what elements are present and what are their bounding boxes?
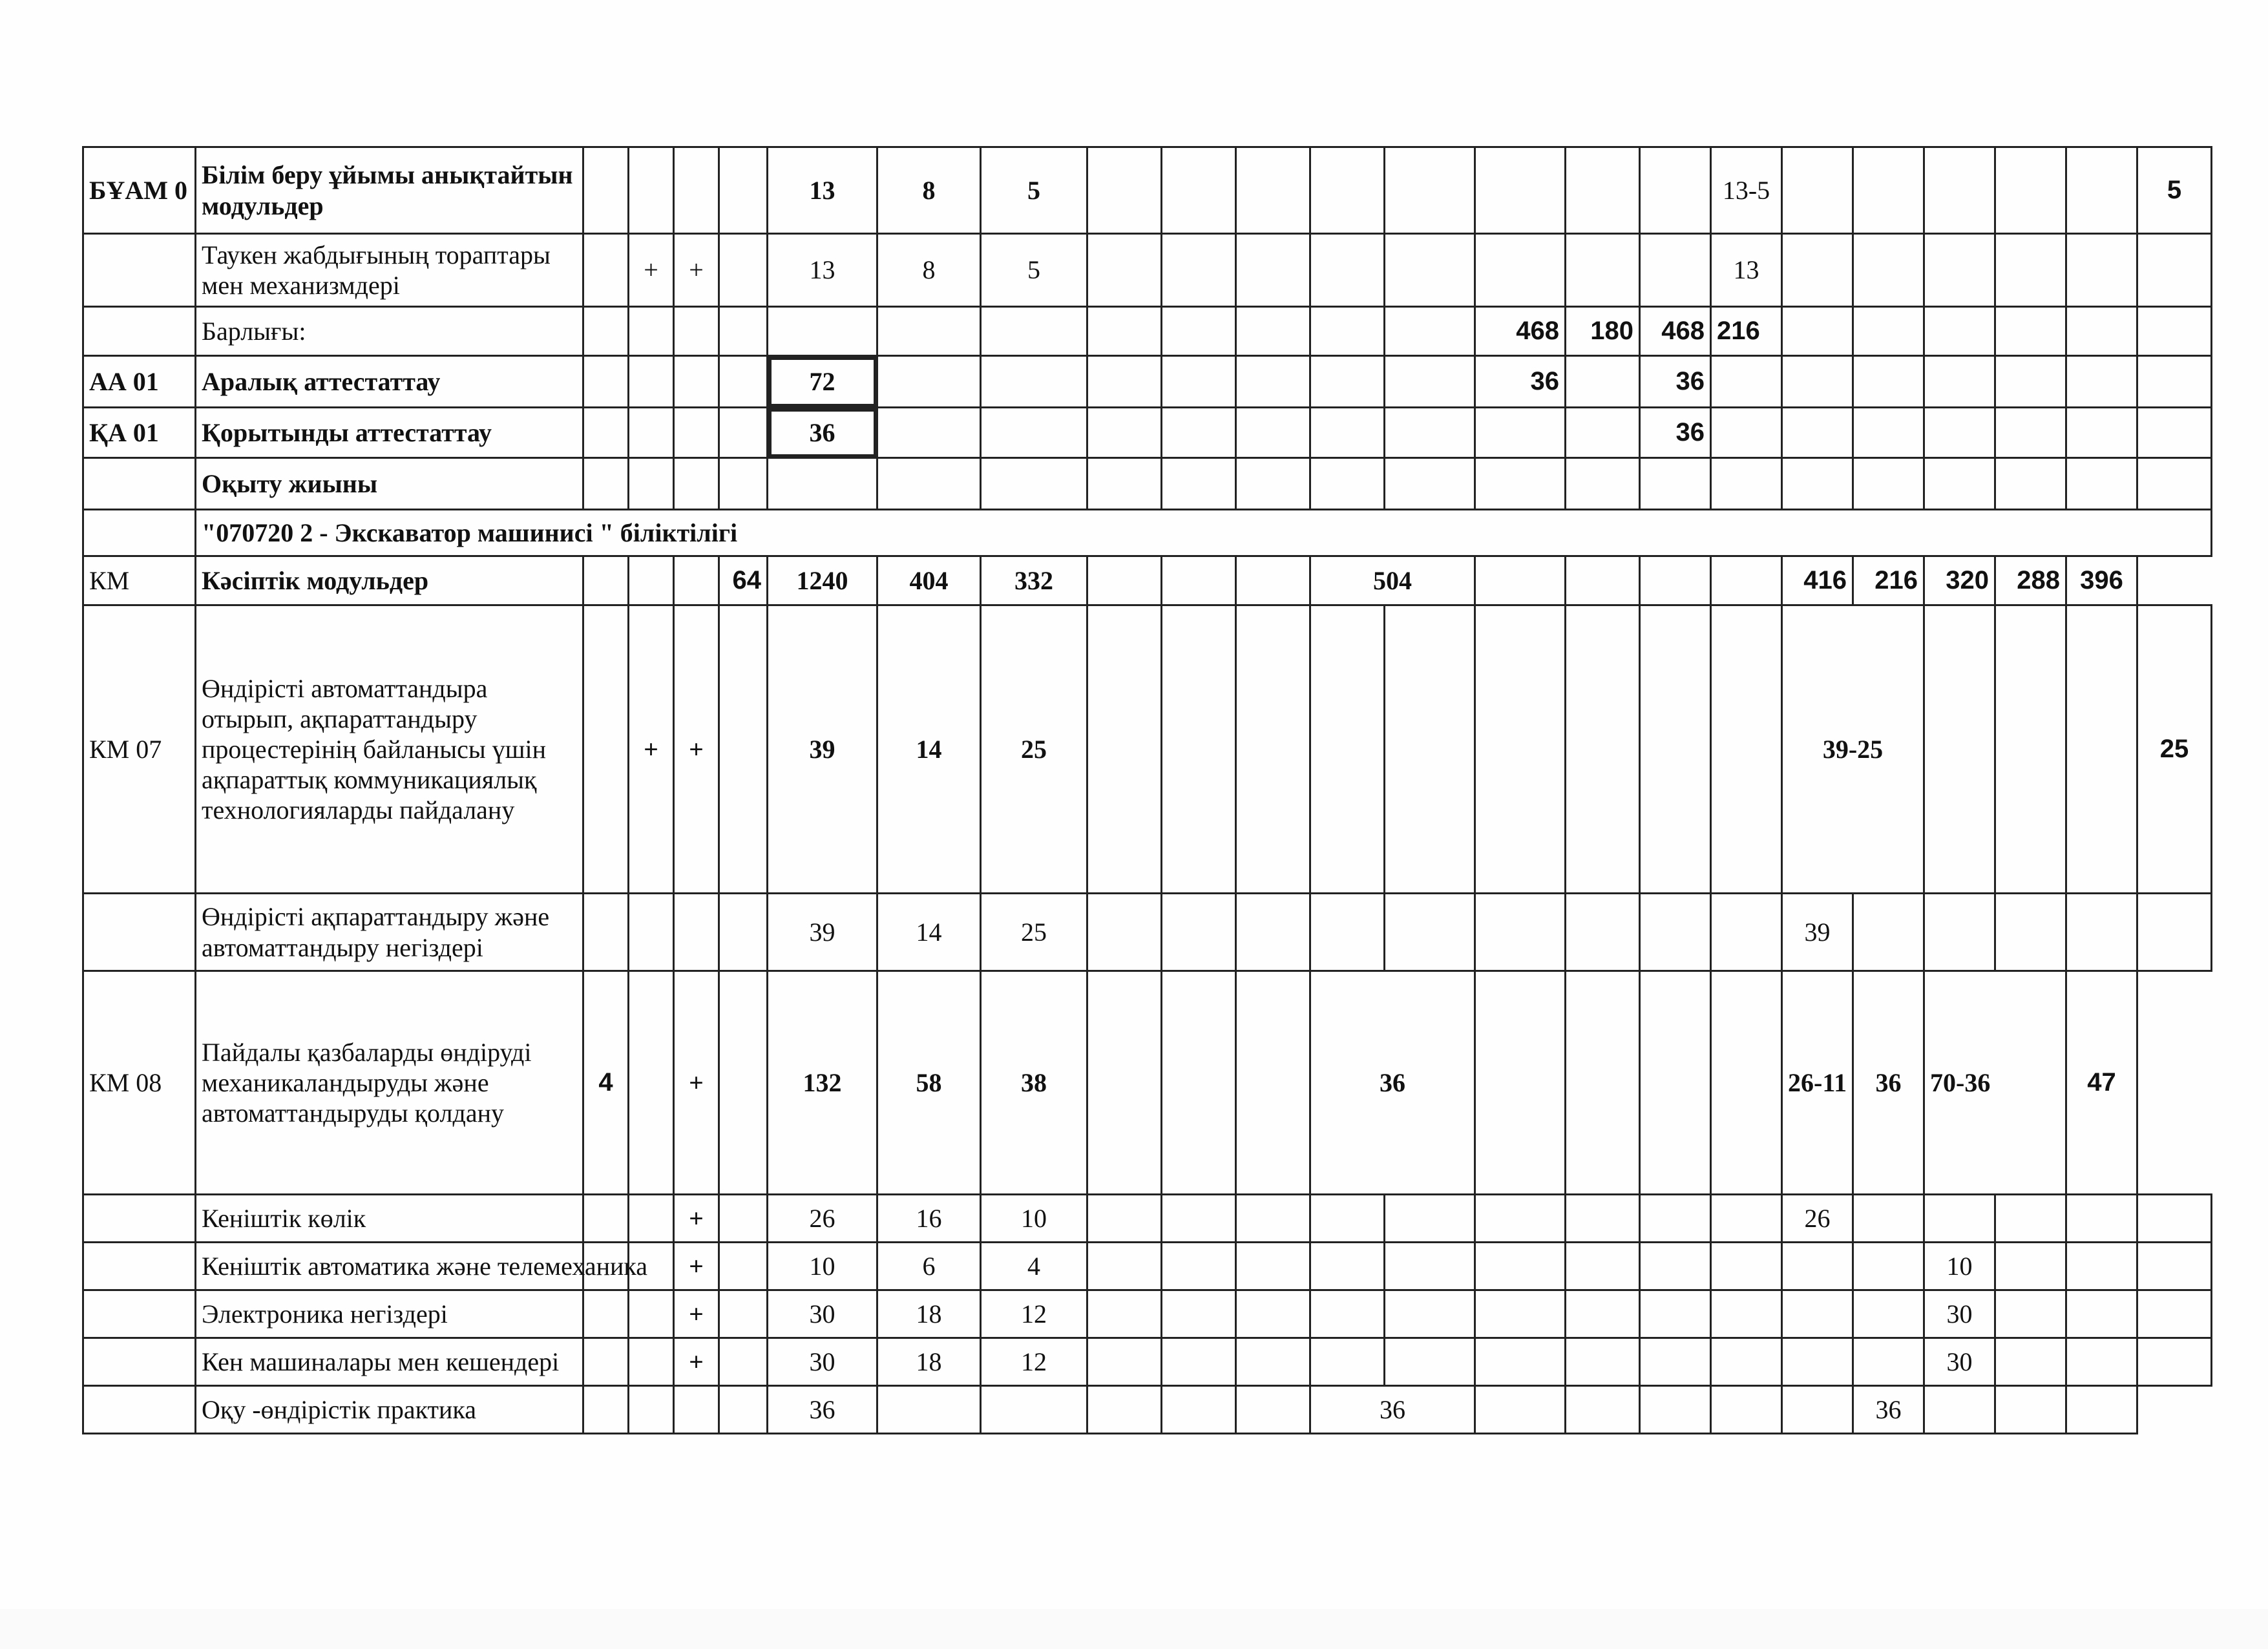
table-row <box>83 971 2212 1195</box>
mark: + <box>674 1290 719 1338</box>
row-label: Барлығы: <box>196 307 583 356</box>
value: 216 <box>1711 307 1782 356</box>
practice-hours: 5 <box>981 234 1087 307</box>
mark: + <box>674 234 719 307</box>
theory-hours: 6 <box>877 1243 981 1290</box>
discipline-name: Кеніштік автоматика және телемеханика <box>196 1243 583 1290</box>
theory-hours: 18 <box>877 1338 981 1386</box>
practice-total: 36 <box>1310 1386 1475 1434</box>
practice-hours: 332 <box>981 556 1087 605</box>
table-row <box>83 458 2212 510</box>
module-name: Қорытынды аттестаттау <box>196 408 583 458</box>
semester-value: 26 <box>1782 1195 1853 1243</box>
last-value: 5 <box>2137 147 2212 234</box>
discipline-name: Оқу -өндірістік практика <box>196 1386 583 1434</box>
mark: + <box>629 234 674 307</box>
semester-value: 30 <box>1924 1338 1995 1386</box>
table-row <box>83 1290 2212 1338</box>
theory-hours: 14 <box>877 894 981 971</box>
exam-mark: 4 <box>583 971 629 1195</box>
table-row <box>83 1243 2212 1290</box>
qualification-title: "070720 2 - Экскаватор машинисі " біліктілігі <box>196 510 2212 556</box>
total-hours: 1240 <box>768 556 877 605</box>
theory-hours: 404 <box>877 556 981 605</box>
module-code: КМ <box>83 556 196 605</box>
table-row <box>83 556 2212 605</box>
table-row <box>83 1338 2212 1386</box>
theory-hours: 14 <box>877 605 981 894</box>
table-row <box>83 510 2212 556</box>
total-hours: 26 <box>768 1195 877 1243</box>
module-name: Пайдалы қазбаларды өндіруді механикаландыруды және автоматтандыруды қолдану <box>196 971 583 1195</box>
module-name: Білім беру ұйымы анықтайтын модульдер <box>196 147 583 234</box>
total-hours: 39 <box>768 605 877 894</box>
curriculum-table <box>82 146 2212 1434</box>
table-row <box>83 894 2212 971</box>
practice-hours: 5 <box>981 147 1087 234</box>
attestation-hours: 72 <box>768 356 877 408</box>
module-name: Кәсіптік модульдер <box>196 556 583 605</box>
semester-value: 39-25 <box>1782 605 1924 894</box>
semester-value: 36 <box>1853 1386 1924 1434</box>
semester-value: 30 <box>1924 1290 1995 1338</box>
table-row <box>83 307 2212 356</box>
discipline-name: Электроника негіздері <box>196 1290 583 1338</box>
theory-hours: 8 <box>877 147 981 234</box>
row-label: Оқыту жиыны <box>196 458 583 510</box>
semester-value: 13 <box>1711 234 1782 307</box>
theory-hours: 16 <box>877 1195 981 1243</box>
practice-hours: 4 <box>981 1243 1087 1290</box>
table-row <box>83 1195 2212 1243</box>
practice-hours: 38 <box>981 971 1087 1195</box>
table-row <box>83 234 2212 307</box>
semester-value: 13-5 <box>1711 147 1782 234</box>
total-hours: 10 <box>768 1243 877 1290</box>
module-code: АА 01 <box>83 356 196 408</box>
total-hours: 30 <box>768 1338 877 1386</box>
theory-hours: 18 <box>877 1290 981 1338</box>
total-hours: 30 <box>768 1290 877 1338</box>
table-row <box>83 408 2212 458</box>
last-value: 25 <box>2137 605 2212 894</box>
module-code: КМ 08 <box>83 971 196 1195</box>
theory-hours: 8 <box>877 234 981 307</box>
module-code: ҚА 01 <box>83 408 196 458</box>
practice-hours: 12 <box>981 1338 1087 1386</box>
practice-hours: 25 <box>981 894 1087 971</box>
semester-value: 10 <box>1924 1243 1995 1290</box>
discipline-name: Кен машиналары мен кешендері <box>196 1338 583 1386</box>
module-name: Өндірісті автоматтандыра отырып, ақпараттандыру процестерінің байланысы үшін ақпараттық коммуникациялық технологияларды пайдалану <box>196 605 583 894</box>
credits: 64 <box>719 556 768 605</box>
table-row <box>83 1386 2212 1434</box>
table-row <box>83 605 2212 894</box>
mark: + <box>674 1195 719 1243</box>
semester-value: 216 <box>1853 556 1924 605</box>
value: 36 <box>1640 356 1711 408</box>
practice-hours: 10 <box>981 1195 1087 1243</box>
semester-value: 320 <box>1924 556 1995 605</box>
total-hours: 39 <box>768 894 877 971</box>
mark: + <box>674 1338 719 1386</box>
mark: + <box>674 971 719 1195</box>
semester-value: 416 <box>1782 556 1853 605</box>
attestation-hours: 36 <box>768 408 877 458</box>
total-hours: 13 <box>768 234 877 307</box>
semester-value: 39 <box>1782 894 1853 971</box>
value: 36 <box>1640 408 1711 458</box>
table-row <box>83 356 2212 408</box>
semester-value: 288 <box>1995 556 2066 605</box>
theory-hours: 58 <box>877 971 981 1195</box>
mark: + <box>629 605 674 894</box>
module-code: БҰАМ 0 <box>83 147 196 234</box>
practice-total: 36 <box>1310 971 1475 1195</box>
mark: + <box>674 1243 719 1290</box>
semester-value: 70-36 <box>1924 971 2066 1195</box>
value: 36 <box>1475 356 1566 408</box>
semester-value: 36 <box>1853 971 1924 1195</box>
last-value: 396 <box>2066 556 2137 605</box>
page-bottom-edge <box>0 1609 2268 1649</box>
discipline-name: Таукен жабдығының тораптары мен механизмдері <box>196 234 583 307</box>
total-hours: 13 <box>768 147 877 234</box>
value: 180 <box>1566 307 1640 356</box>
last-value: 47 <box>2066 971 2137 1195</box>
module-code: КМ 07 <box>83 605 196 894</box>
practice-hours: 12 <box>981 1290 1087 1338</box>
value: 468 <box>1475 307 1566 356</box>
practice-hours: 25 <box>981 605 1087 894</box>
total-hours: 36 <box>768 1386 877 1434</box>
mark: + <box>674 605 719 894</box>
table-row <box>83 147 2212 234</box>
module-name: Аралық аттестаттау <box>196 356 583 408</box>
value: 468 <box>1640 307 1711 356</box>
discipline-name: Кеніштік көлік <box>196 1195 583 1243</box>
semester-value: 26-11 <box>1782 971 1853 1195</box>
practice-total: 504 <box>1310 556 1475 605</box>
discipline-name: Өндірісті ақпараттандыру және автоматтандыру негіздері <box>196 894 583 971</box>
total-hours: 132 <box>768 971 877 1195</box>
